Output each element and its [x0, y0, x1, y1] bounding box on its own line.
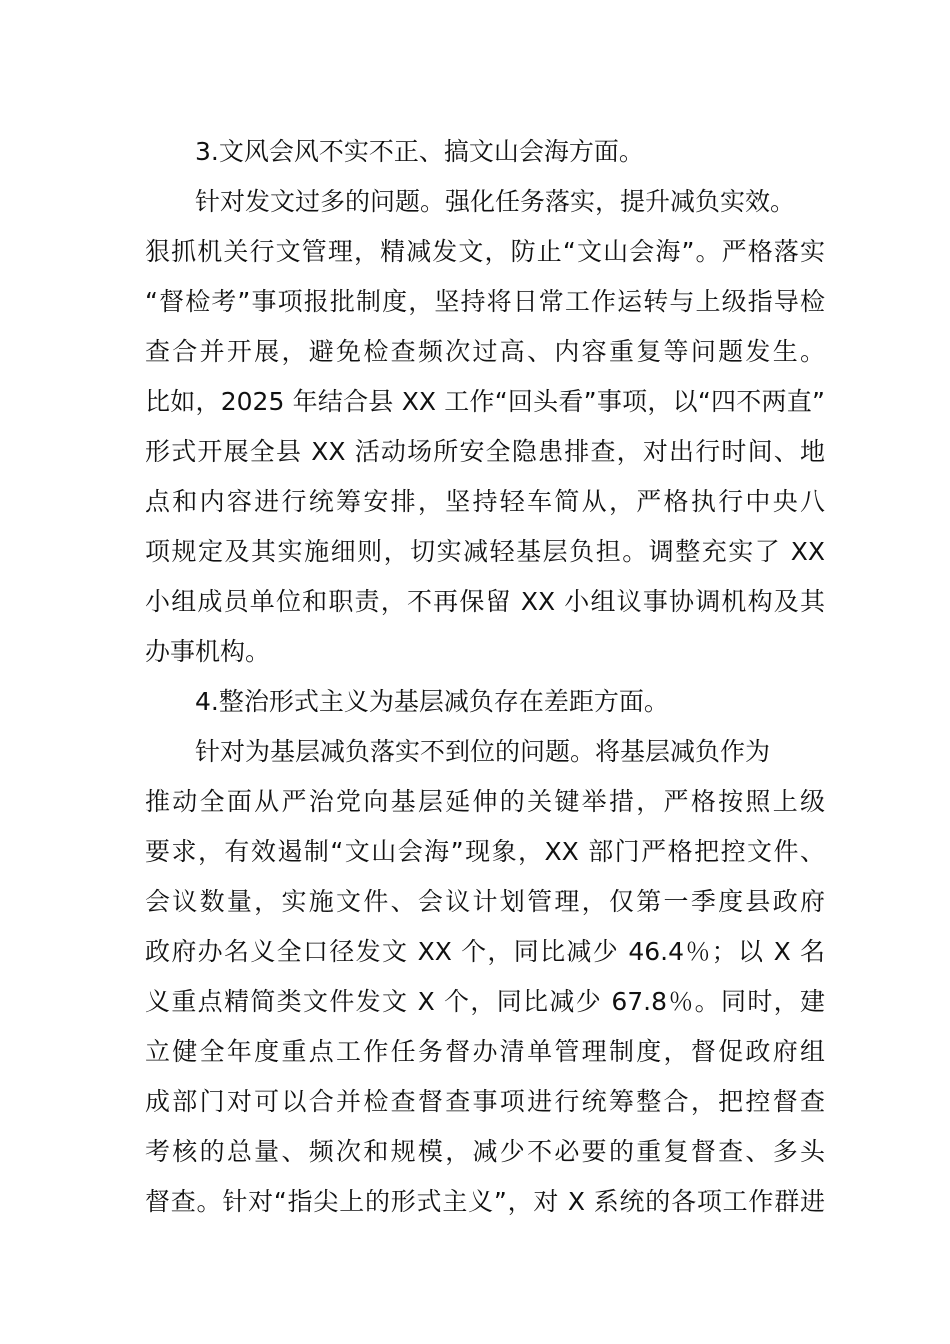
paragraph-line: 推动全面从严治党向基层延伸的关键举措，严格按照上级 [145, 787, 825, 816]
paragraph-line: 小组成员单位和职责，不再保留 XX 小组议事协调机构及其 [145, 587, 825, 616]
paragraph-line: 考核的总量、频次和规模，减少不必要的重复督查、多头 [145, 1137, 825, 1166]
paragraph-line: 会议数量，实施文件、会议计划管理，仅第一季度县政府 [145, 887, 825, 916]
paragraph-line: 比如，2025 年结合县 XX 工作“回头看”事项，以“四不两直” [145, 387, 825, 416]
paragraph-line: 督查。针对“指尖上的形式主义”，对 X 系统的各项工作群进 [145, 1187, 825, 1216]
paragraph-line: 点和内容进行统筹安排，坚持轻车简从，严格执行中央八 [145, 487, 825, 516]
paragraph-line: 办事机构。 [145, 637, 271, 666]
section-heading-3: 3.文风会风不实不正、搞文山会海方面。 [195, 137, 644, 166]
paragraph-line: 针对为基层减负落实不到位的问题。将基层减负作为 [195, 737, 771, 766]
paragraph-line: 项规定及其实施细则，切实减轻基层负担。调整充实了 XX [145, 537, 825, 566]
paragraph-line: 政府办名义全口径发文 XX 个，同比减少 46.4％；以 X 名 [145, 937, 825, 966]
paragraph-line: 成部门对可以合并检查督查事项进行统筹整合，把控督查 [145, 1087, 825, 1116]
paragraph-line: 查合并开展，避免检查频次过高、内容重复等问题发生。 [145, 337, 825, 366]
paragraph-line: 立健全年度重点工作任务督办清单管理制度，督促政府组 [145, 1037, 825, 1066]
paragraph-line: 形式开展全县 XX 活动场所安全隐患排查，对出行时间、地 [145, 437, 825, 466]
paragraph-line: “督检考”事项报批制度，坚持将日常工作运转与上级指导检 [145, 287, 825, 316]
paragraph-line: 义重点精简类文件发文 X 个，同比减少 67.8％。同时，建 [145, 987, 825, 1016]
section-heading-4: 4.整治形式主义为基层减负存在差距方面。 [195, 687, 669, 716]
paragraph-line: 要求，有效遏制“文山会海”现象，XX 部门严格把控文件、 [145, 837, 825, 866]
paragraph-line: 狠抓机关行文管理，精减发文，防止“文山会海”。严格落实 [145, 237, 825, 266]
paragraph-line: 针对发文过多的问题。强化任务落实，提升减负实效。 [195, 187, 796, 216]
